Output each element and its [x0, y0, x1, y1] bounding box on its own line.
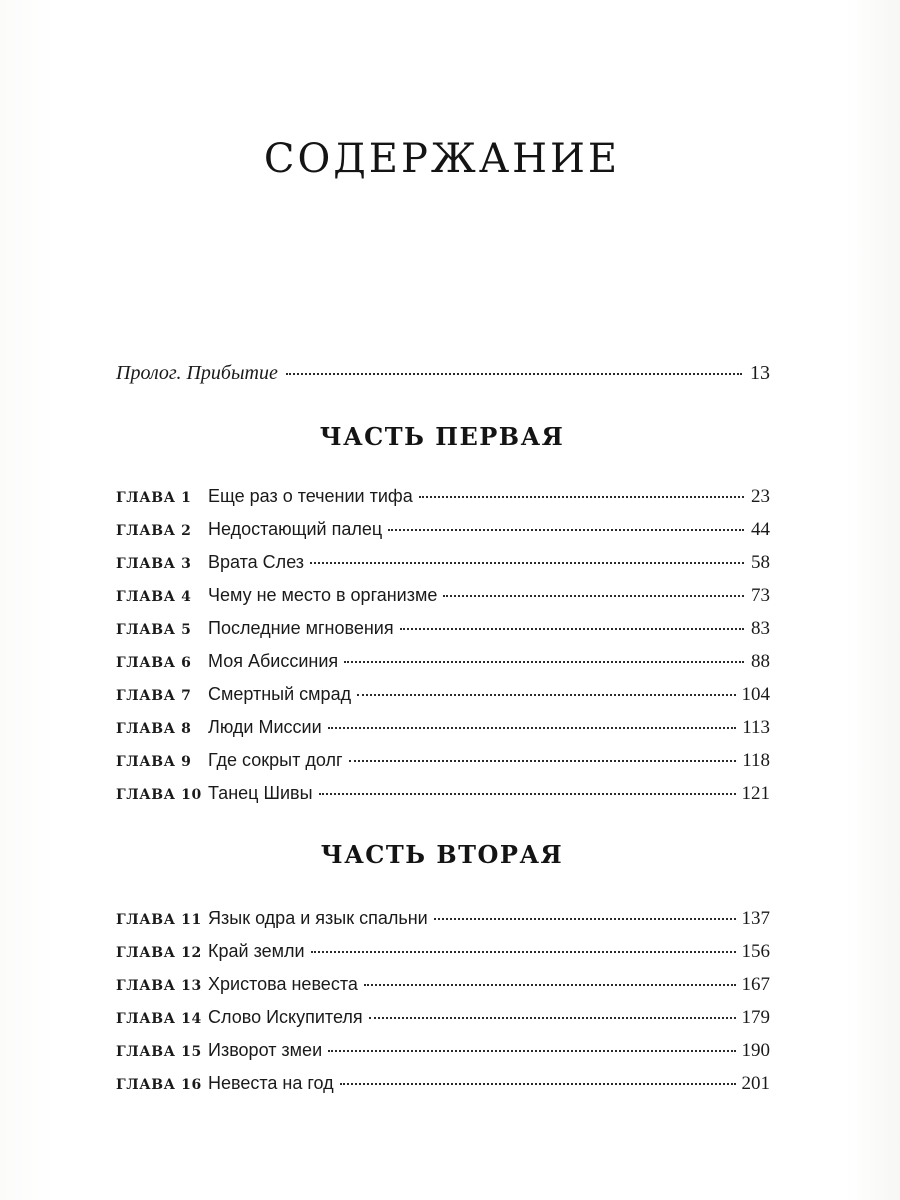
chapter-page-number: 44 [751, 519, 770, 540]
toc-entry-chapter-3 [116, 552, 770, 585]
chapter-title: Врата Слез [208, 552, 305, 572]
chapter-page-number: 121 [741, 783, 770, 804]
chapter-title: Христова невеста [208, 974, 358, 994]
toc-entry-chapter-13 [116, 974, 770, 1007]
chapter-label: ГЛАВА 4 [116, 589, 192, 605]
toc-entry-chapter-16 [116, 1073, 770, 1106]
toc-entry-chapter-9 [116, 750, 770, 783]
toc-entry-chapter-7 [116, 684, 770, 717]
chapter-label: ГЛАВА 2 [116, 523, 192, 539]
part-one-chapter-list [116, 486, 770, 816]
chapter-title: Чему не место в организме [208, 585, 438, 605]
dot-leader [364, 984, 736, 986]
dot-leader [369, 1017, 736, 1019]
chapter-title: Танец Шивы [208, 783, 313, 803]
toc-entry-chapter-2 [116, 519, 770, 552]
chapter-page-number: 156 [741, 941, 770, 962]
chapter-label: ГЛАВА 1 [116, 490, 192, 506]
toc-entry-chapter-15 [116, 1040, 770, 1073]
chapter-title: Моя Абиссиния [208, 651, 339, 671]
chapter-title: Люди Миссии [208, 717, 322, 737]
chapter-title: Последние мгновения [208, 618, 394, 638]
chapter-title: Еще раз о течении тифа [208, 486, 413, 506]
toc-entry-prologue [116, 362, 770, 392]
chapter-label: ГЛАВА 15 [116, 1044, 202, 1060]
dot-leader [400, 628, 744, 630]
chapter-label: ГЛАВА 9 [116, 754, 192, 770]
chapter-page-number: 58 [751, 552, 770, 573]
dot-leader [344, 661, 744, 663]
toc-entry-chapter-1 [116, 486, 770, 519]
toc-entry-chapter-6 [116, 651, 770, 684]
dot-leader [310, 562, 744, 564]
chapter-title: Край земли [208, 941, 305, 961]
dot-leader [340, 1083, 736, 1085]
part-two-chapter-list [116, 908, 770, 1106]
dot-leader [434, 918, 736, 920]
toc-entry-chapter-8 [116, 717, 770, 750]
chapter-label: ГЛАВА 10 [116, 787, 202, 803]
part-one-heading: ЧАСТЬ ПЕРВАЯ [319, 422, 565, 451]
chapter-title: Изворот змеи [208, 1040, 323, 1060]
chapter-label: ГЛАВА 14 [116, 1011, 202, 1027]
chapter-label: ГЛАВА 3 [116, 556, 192, 572]
dot-leader [319, 793, 736, 795]
dot-leader [443, 595, 744, 597]
dot-leader [286, 373, 742, 375]
chapter-title: Смертный смрад [208, 684, 352, 704]
chapter-page-number: 113 [742, 717, 770, 738]
chapter-label: ГЛАВА 11 [116, 912, 202, 928]
chapter-page-number: 167 [741, 974, 770, 995]
chapter-page-number: 137 [741, 908, 770, 929]
chapter-page-number: 83 [751, 618, 770, 639]
chapter-label: ГЛАВА 5 [116, 622, 192, 638]
prologue-page-number: 13 [750, 362, 770, 384]
chapter-page-number: 201 [741, 1073, 770, 1094]
chapter-title: Язык одра и язык спальни [208, 908, 428, 928]
prologue-title: Пролог. Прибытие [116, 362, 278, 384]
dot-leader [357, 694, 735, 696]
toc-entry-chapter-10 [116, 783, 770, 816]
chapter-page-number: 104 [741, 684, 770, 705]
chapter-page-number: 88 [751, 651, 770, 672]
chapter-title: Невеста на год [208, 1073, 334, 1093]
dot-leader [349, 760, 737, 762]
chapter-label: ГЛАВА 12 [116, 945, 202, 961]
dot-leader [388, 529, 744, 531]
chapter-label: ГЛАВА 6 [116, 655, 192, 671]
chapter-page-number: 190 [741, 1040, 770, 1061]
chapter-label: ГЛАВА 13 [116, 978, 202, 994]
chapter-label: ГЛАВА 8 [116, 721, 192, 737]
toc-entry-chapter-12 [116, 941, 770, 974]
dot-leader [328, 1050, 735, 1052]
chapter-title: Слово Искупителя [208, 1007, 363, 1027]
page-title: СОДЕРЖАНИЕ [263, 136, 621, 182]
dot-leader [311, 951, 736, 953]
toc-entry-chapter-14 [116, 1007, 770, 1040]
chapter-page-number: 23 [751, 486, 770, 507]
chapter-title: Недостающий палец [208, 519, 383, 539]
toc-entry-chapter-5 [116, 618, 770, 651]
chapter-page-number: 179 [741, 1007, 770, 1028]
chapter-label: ГЛАВА 7 [116, 688, 192, 704]
chapter-page-number: 118 [742, 750, 770, 771]
dot-leader [419, 496, 744, 498]
dot-leader [328, 727, 737, 729]
toc-entry-chapter-4 [116, 585, 770, 618]
chapter-page-number: 73 [751, 585, 770, 606]
toc-entry-chapter-11 [116, 908, 770, 941]
chapter-label: ГЛАВА 16 [116, 1077, 202, 1093]
part-two-heading: ЧАСТЬ ВТОРАЯ [320, 840, 564, 869]
chapter-title: Где сокрыт долг [208, 750, 343, 770]
